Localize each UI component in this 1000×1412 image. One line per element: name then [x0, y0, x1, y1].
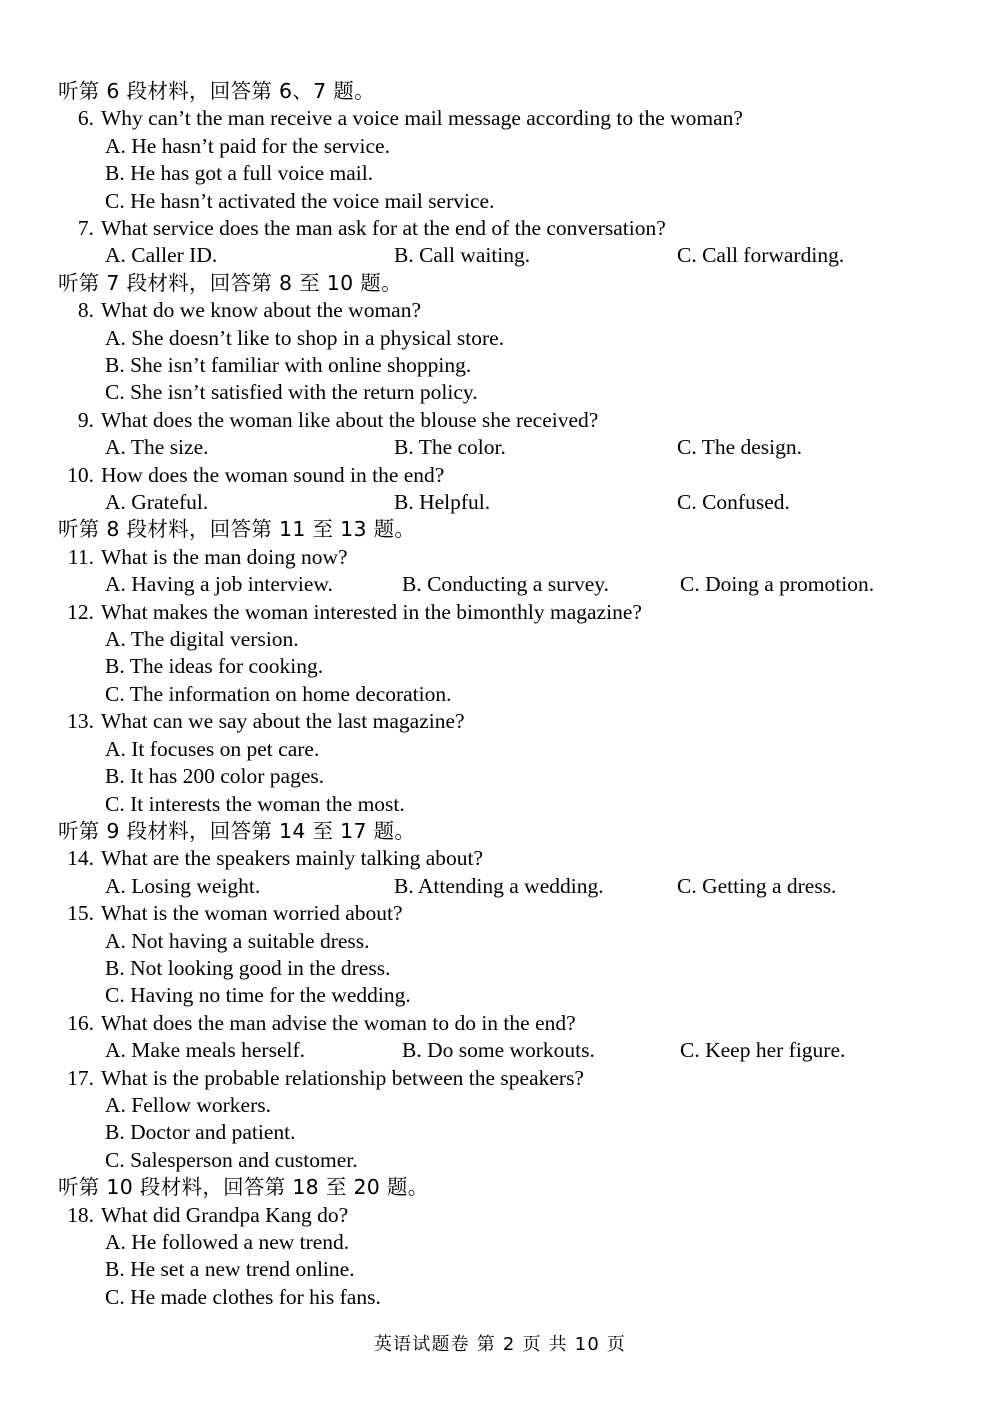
question-stem — [58, 599, 938, 626]
section-heading: 听第 7 段材料，回答第 8 至 10 题。 — [58, 270, 402, 295]
answer-option[interactable]: C. Confused. — [677, 490, 790, 515]
answer-option[interactable]: B. The ideas for cooking. — [105, 654, 324, 679]
answer-option[interactable]: C. He made clothes for his fans. — [105, 1284, 381, 1309]
question-text: What is the man doing now? — [101, 544, 348, 569]
question-number: 13. — [67, 709, 94, 734]
answer-option[interactable]: A. It focuses on pet care. — [105, 736, 320, 761]
answer-option[interactable]: C. Doing a promotion. — [680, 572, 875, 597]
answer-option[interactable]: C. He hasn’t activated the voice mail service. — [105, 188, 495, 213]
question-number: 17. — [67, 1065, 94, 1090]
answer-option[interactable]: A. Grateful. — [105, 490, 209, 515]
answer-option[interactable]: A. The digital version. — [105, 627, 299, 652]
question-list — [58, 78, 938, 1311]
answer-option[interactable]: C. Salesperson and customer. — [105, 1147, 358, 1172]
answer-option[interactable]: A. Not having a suitable dress. — [105, 928, 370, 953]
question-number: 18. — [67, 1202, 94, 1227]
question-number: 12. — [67, 599, 94, 624]
answer-option[interactable]: B. Doctor and patient. — [105, 1120, 296, 1145]
question-text: What is the woman worried about? — [101, 901, 403, 926]
question-stem — [58, 297, 938, 324]
answer-option[interactable]: B. It has 200 color pages. — [105, 764, 325, 789]
answer-option[interactable]: A. Fellow workers. — [105, 1092, 272, 1117]
question-text: What does the man advise the woman to do in the end? — [101, 1010, 576, 1035]
section-heading: 听第 6 段材料，回答第 6、7 题。 — [58, 79, 375, 103]
question-text: What do we know about the woman? — [101, 298, 422, 323]
question-stem — [58, 1065, 938, 1092]
question-stem — [58, 215, 938, 242]
answer-option[interactable]: C. Getting a dress. — [677, 873, 837, 898]
question-text: What did Grandpa Kang do? — [101, 1202, 349, 1227]
question-number: 16. — [67, 1010, 94, 1035]
answer-option-row — [58, 571, 938, 598]
question-text: What makes the woman interested in the bimonthly magazine? — [101, 599, 642, 624]
answer-option[interactable]: A. Losing weight. — [105, 873, 261, 898]
page-footer: 英语试题卷 第 2 页 共 10 页 — [373, 1334, 627, 1355]
question-stem — [58, 407, 938, 434]
answer-option-row — [58, 434, 938, 461]
question-stem — [58, 900, 938, 927]
answer-option[interactable]: B. She isn’t familiar with online shopping. — [105, 353, 472, 378]
question-number: 10. — [67, 462, 94, 487]
answer-option[interactable]: C. Keep her figure. — [680, 1038, 846, 1063]
section-heading: 听第 9 段材料，回答第 14 至 17 题。 — [58, 818, 416, 843]
question-number: 8. — [77, 298, 94, 323]
answer-option[interactable]: B. He set a new trend online. — [105, 1257, 355, 1282]
question-number: 7. — [77, 216, 94, 241]
answer-option[interactable]: A. Having a job interview. — [105, 572, 333, 597]
section-heading: 听第 10 段材料，回答第 18 至 20 题。 — [58, 1175, 429, 1200]
answer-option[interactable]: A. Caller ID. — [105, 243, 218, 268]
answer-option-row — [58, 1037, 938, 1064]
answer-option[interactable]: A. Make meals herself. — [105, 1038, 305, 1063]
answer-option[interactable]: B. Call waiting. — [394, 243, 531, 268]
answer-option[interactable]: C. She isn’t satisfied with the return policy. — [105, 380, 478, 405]
question-text: What is the probable relationship between the speakers? — [101, 1065, 584, 1090]
question-text: What can we say about the last magazine? — [101, 709, 465, 734]
answer-option[interactable]: B. The color. — [394, 435, 506, 460]
question-number: 15. — [67, 901, 94, 926]
question-stem — [58, 462, 938, 489]
question-number: 11. — [67, 544, 94, 569]
answer-option-row — [58, 242, 938, 269]
question-text: Why can’t the man receive a voice mail message according to the woman? — [101, 106, 743, 131]
answer-option[interactable]: B. Do some workouts. — [402, 1038, 595, 1063]
section-heading: 听第 8 段材料，回答第 11 至 13 题。 — [58, 517, 416, 542]
answer-option[interactable]: B. Conducting a survey. — [402, 572, 610, 597]
answer-option[interactable]: C. Call forwarding. — [677, 243, 845, 268]
question-text: What service does the man ask for at the end of the conversation? — [101, 216, 666, 241]
question-number: 14. — [67, 846, 94, 871]
question-text: What are the speakers mainly talking about? — [101, 846, 484, 871]
question-number: 9. — [77, 407, 94, 432]
answer-option[interactable]: B. He has got a full voice mail. — [105, 161, 374, 186]
question-stem — [58, 708, 938, 735]
answer-option[interactable]: C. The information on home decoration. — [105, 681, 452, 706]
question-stem — [58, 845, 938, 872]
answer-option[interactable]: A. He hasn’t paid for the service. — [105, 133, 390, 158]
answer-option[interactable]: A. She doesn’t like to shop in a physical store. — [105, 325, 505, 350]
question-stem — [58, 1202, 938, 1229]
question-stem — [58, 544, 938, 571]
answer-option-row — [58, 873, 938, 900]
question-stem — [58, 105, 938, 132]
answer-option-row — [58, 489, 938, 516]
question-stem — [58, 1010, 938, 1037]
answer-option[interactable]: B. Attending a wedding. — [394, 873, 604, 898]
answer-option[interactable]: B. Helpful. — [394, 490, 491, 515]
answer-option[interactable]: C. Having no time for the wedding. — [105, 983, 411, 1008]
question-number: 6. — [77, 106, 94, 131]
question-text: What does the woman like about the blouse she received? — [101, 407, 599, 432]
answer-option[interactable]: A. He followed a new trend. — [105, 1229, 350, 1254]
answer-option[interactable]: A. The size. — [105, 435, 209, 460]
answer-option[interactable]: C. The design. — [677, 435, 803, 460]
question-text: How does the woman sound in the end? — [101, 462, 445, 487]
answer-option[interactable]: B. Not looking good in the dress. — [105, 955, 391, 980]
answer-option[interactable]: C. It interests the woman the most. — [105, 791, 405, 816]
